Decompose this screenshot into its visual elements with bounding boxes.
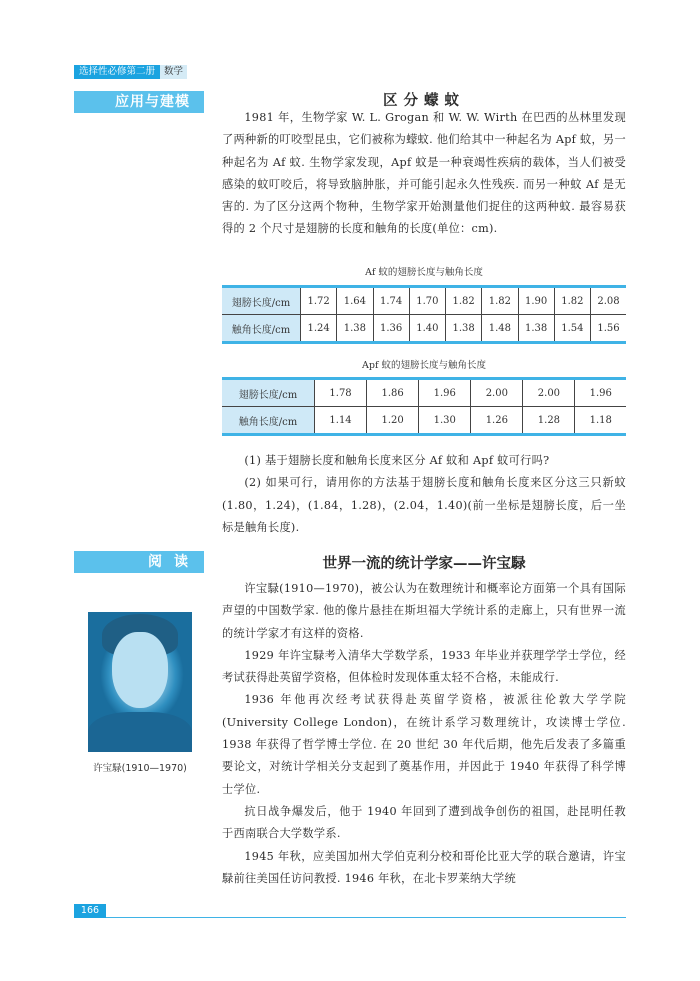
- table-cell: 1.18: [575, 407, 626, 435]
- table-cell: 1.54: [554, 315, 590, 343]
- table-cell: 1.24: [301, 315, 337, 343]
- table-row: [222, 315, 626, 343]
- table-cell: 1.70: [409, 287, 445, 315]
- bio-paragraph: 抗日战争爆发后，他于 1940 年回到了遭到战争创伤的祖国，赴昆明任教于西南联合大学数学系.: [222, 804, 626, 841]
- table-cell: 1.30: [419, 407, 471, 435]
- table-cell: 2.00: [523, 379, 575, 407]
- table-cell: 1.26: [471, 407, 523, 435]
- book-title: 选择性必修第二册: [74, 65, 160, 79]
- table-caption-apf: Apf 蚊的翅膀长度与触角长度: [362, 360, 486, 371]
- book-header: [74, 65, 187, 79]
- biography-text: [222, 578, 626, 890]
- section-title-biography: 世界一流的统计学家——许宝騄: [322, 556, 526, 572]
- bio-paragraph: 1936 年他再次经考试获得赴英留学资格，被派往伦敦大学学院(University College London)，在统计系学习数理统计，攻读博士学位. 1938 年获得了哲学博士学位. 在 20 世纪 30 年代后期，他先后发表了多篇重要论文，对统计学相关分支起到了奠基作用，并因此于 1940 年获得了科学博士学位.: [222, 693, 626, 796]
- table-cell: 1.72: [301, 287, 337, 315]
- footer-divider: [106, 917, 626, 918]
- question-1: (1) 基于翅膀长度和触角长度来区分 Af 蚊和 Apf 蚊可行吗?: [244, 454, 550, 467]
- table-cell: 1.38: [337, 315, 373, 343]
- question-2: (2) 如果可行，请用你的方法基于翅膀长度和触角长度来区分这三只新蚊(1.80，1.24)，(1.84，1.28)，(2.04，1.40)(前一坐标是翅膀长度，后一坐标是触角长度).: [222, 476, 626, 534]
- table-cell: 1.64: [337, 287, 373, 315]
- table-cell: 1.82: [446, 287, 482, 315]
- table-cell: 1.82: [554, 287, 590, 315]
- table-apf: [222, 377, 626, 436]
- table-cell: 1.38: [446, 315, 482, 343]
- subject-label: 数学: [160, 65, 187, 79]
- intro-paragraph: 1981 年，生物学家 W. L. Grogan 和 W. W. Wirth 在巴西的丛林里发现了两种新的叮咬型昆虫，它们被称为蠓蚊. 他们给其中一种起名为 Apf 蚊，另一种起名为 Af 蚊. 生物学家发现，Apf 蚊是一种衰竭性疾病的载体，当人们被受感染的蚊叮咬后，将导致脑肿胀，并可能引起永久性残疾. 而另一种蚊 Af 是无害的. 为了区分这两个物种，生物学家开始测量他们捉住的这两种蚊. 最容易获得的 2 个尺寸是翅膀的长度和触角的长度(单位：cm).: [222, 111, 626, 236]
- table-cell: 1.40: [409, 315, 445, 343]
- bio-paragraph: 1929 年许宝騄考入清华大学数学系，1933 年毕业并获理学学士学位，经考试获得赴英留学资格，但体检时发现体重太轻不合格，未能成行.: [222, 648, 626, 685]
- row-label: 翅膀长度/cm: [222, 379, 315, 407]
- row-label: 触角长度/cm: [222, 315, 301, 343]
- photo-caption: 许宝騄(1910—1970): [93, 763, 187, 774]
- table-cell: 1.82: [482, 287, 518, 315]
- questions: [222, 450, 626, 539]
- table-cell: 1.96: [419, 379, 471, 407]
- section-title-mosquito: 区分蠓蚊: [383, 93, 465, 109]
- table-cell: 1.96: [575, 379, 626, 407]
- table-cell: 1.36: [373, 315, 409, 343]
- table-cell: 1.78: [315, 379, 367, 407]
- row-label: 触角长度/cm: [222, 407, 315, 435]
- table-af: [222, 285, 626, 344]
- table-cell: 2.00: [471, 379, 523, 407]
- table-cell: 1.38: [518, 315, 554, 343]
- table-cell: 2.08: [591, 287, 627, 315]
- table-cell: 1.48: [482, 315, 518, 343]
- table-caption-af: Af 蚊的翅膀长度与触角长度: [365, 267, 483, 278]
- table-row: [222, 379, 626, 407]
- table-cell: 1.56: [591, 315, 627, 343]
- page-number: 166: [74, 904, 106, 918]
- intro-paragraph-wrap: [222, 107, 626, 241]
- table-row: [222, 407, 626, 435]
- bio-paragraph: 1945 年秋，应美国加州大学伯克利分校和哥伦比亚大学的联合邀请，许宝騄前往美国任访问教授. 1946 年秋，在北卡罗莱纳大学统: [222, 849, 626, 885]
- row-label: 翅膀长度/cm: [222, 287, 301, 315]
- table-cell: 1.90: [518, 287, 554, 315]
- section-tag-reading: 阅读: [74, 551, 204, 573]
- table-cell: 1.14: [315, 407, 367, 435]
- table-cell: 1.20: [367, 407, 419, 435]
- table-cell: 1.86: [367, 379, 419, 407]
- portrait-photo: [88, 612, 192, 752]
- table-cell: 1.74: [373, 287, 409, 315]
- portrait-body: [88, 712, 192, 752]
- table-row: [222, 287, 626, 315]
- portrait-face: [112, 632, 168, 708]
- section-tag-modeling: 应用与建模: [74, 91, 204, 113]
- bio-paragraph: 许宝騄(1910—1970)，被公认为在数理统计和概率论方面第一个具有国际声望的中国数学家. 他的像片悬挂在斯坦福大学统计系的走廊上，只有世界一流的统计学家才有这样的资格.: [222, 582, 626, 640]
- table-cell: 1.28: [523, 407, 575, 435]
